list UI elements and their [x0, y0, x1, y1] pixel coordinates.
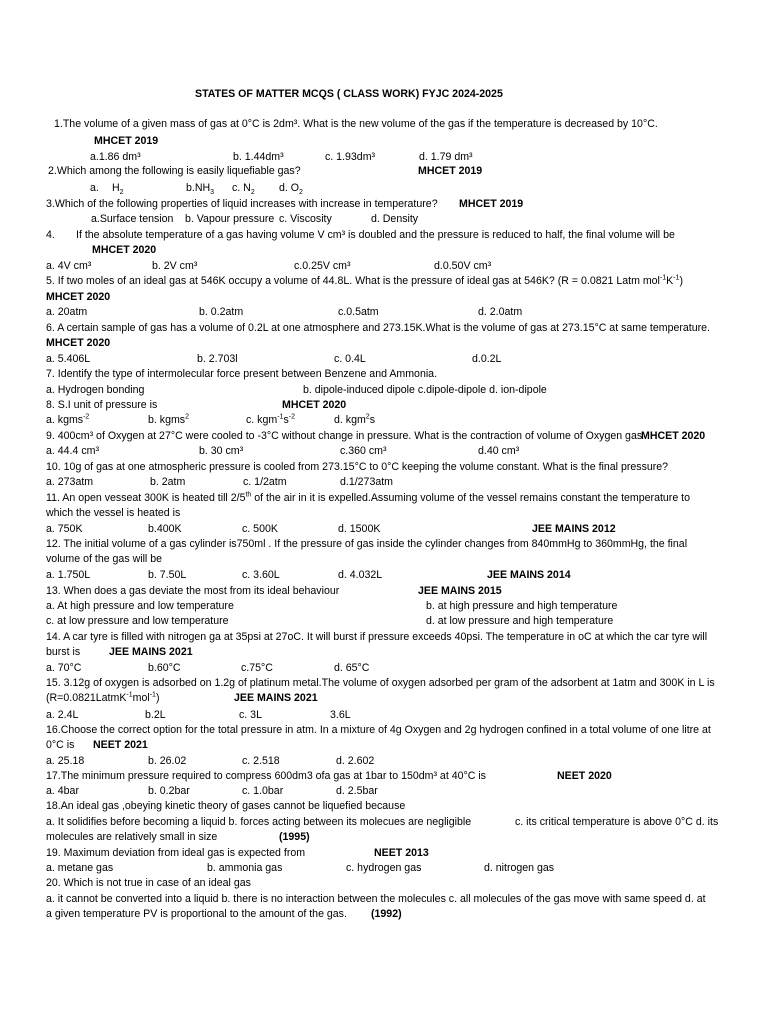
question-18-text: 18.An ideal gas ,obeying kinetic theory of gases cannot be liquefied because: [46, 800, 406, 812]
q19-option-d: d. nitrogen gas: [484, 862, 555, 874]
q1-option-c: c. 1.93dm³: [325, 151, 376, 163]
q15-option-d: 3.6L: [330, 709, 351, 721]
q1-option-b: b. 1.44dm³: [233, 151, 284, 163]
question-18-source-tag: (1995): [279, 831, 310, 843]
q1-option-d: d. 1.79 dm³: [419, 151, 473, 163]
q17-option-a: a. 4bar: [46, 785, 79, 797]
question-4-number: 4.: [46, 229, 55, 241]
q17-option-c: c. 1.0bar: [242, 785, 284, 797]
q16-option-d: d. 2.602: [336, 755, 375, 767]
question-6-text: 6. A certain sample of gas has a volume of 0.2L at one atmosphere and 273.15K.What is the volume of gas at 273.15°C at same temperature.: [46, 322, 710, 334]
q4-option-b: b. 2V cm³: [152, 260, 198, 272]
question-19-text: 19. Maximum deviation from ideal gas is expected from: [46, 847, 306, 859]
q8-option-b: b. kgms$^2$: [148, 413, 189, 426]
question-13-text: 13. When does a gas deviate the most from its ideal behaviour: [46, 585, 340, 597]
q1-option-a: a.1.86 dm³: [90, 151, 141, 163]
q9-option-b: b. 30 cm³: [199, 445, 244, 457]
q14-option-c: c.75°C: [241, 662, 273, 674]
q12-option-c: c. 3.60L: [242, 569, 280, 581]
question-4-text: If the absolute temperature of a gas having volume V cm³ is doubled and the pressure is reduced to half, the final volume will be: [76, 229, 675, 241]
q16-option-a: a. 25.18: [46, 755, 85, 767]
question-20-source-tag: (1992): [371, 908, 402, 920]
question-14-source-tag: JEE MAINS 2021: [109, 646, 193, 658]
question-16-source-tag: NEET 2021: [93, 739, 148, 751]
q18-options-line-2: molecules are relatively small in size: [46, 831, 218, 843]
question-11-text-line-1: 11. An open vesseat 300K is heated till 2/5th of the air in it is expelled.Assuming volume of the vessel remains constant the temperature to: [46, 491, 690, 504]
q16-option-c: c. 2.518: [242, 755, 280, 767]
q19-option-c: c. hydrogen gas: [346, 862, 422, 874]
question-8-source-tag: MHCET 2020: [282, 399, 347, 411]
question-15-text-line-1: 15. 3.12g of oxygen is adsorbed on 1.2g of platinum metal.The volume of oxygen adsorbed per gram of the adsorbent at 1atm and 300K in L is: [46, 677, 715, 689]
q7-option-a: a. Hydrogen bonding: [46, 384, 145, 396]
q8-option-c: c. $kgm^{-1}s^{-2}$: [246, 413, 295, 426]
q5-option-b: b. 0.2atm: [199, 306, 244, 318]
q3-option-c: c. Viscosity: [279, 213, 332, 225]
q3-option-d: d. Density: [371, 213, 419, 225]
q10-option-a: a. 273atm: [46, 476, 94, 488]
q11-option-c: c. 500K: [242, 523, 278, 535]
q5-option-a: a. 20atm: [46, 306, 88, 318]
question-12-source-tag: JEE MAINS 2014: [487, 569, 571, 581]
question-4-source-tag: MHCET 2020: [92, 244, 157, 256]
q11-option-d: d. 1500K: [338, 523, 381, 535]
q12-option-b: b. 7.50L: [148, 569, 187, 581]
q15-option-c: c. 3L: [239, 709, 262, 721]
q3-option-b: b. Vapour pressure: [185, 213, 275, 225]
q4-option-a: a. 4V cm³: [46, 260, 92, 272]
q9-option-d: d.40 cm³: [478, 445, 520, 457]
question-14-text-line-2: burst is: [46, 646, 81, 658]
question-1-text: 1.The volume of a given mass of gas at 0°C is 2dm³. What is the new volume of the gas if the temperature is decreased by 10°C.: [54, 118, 658, 130]
q17-option-b: b. 0.2bar: [148, 785, 190, 797]
question-3-source-tag: MHCET 2019: [459, 198, 524, 210]
question-17-text: 17.The minimum pressure required to compress 600dm3 ofa gas at 1bar to 150dm³ at 40°C is: [46, 770, 486, 782]
q13-option-d: d. at low pressure and high temperature: [426, 615, 614, 627]
q20-options-line-2: a given temperature PV is proportional to the amount of the gas.: [46, 908, 347, 920]
question-2-source-tag: MHCET 2019: [418, 165, 483, 177]
q12-option-d: d. 4.032L: [338, 569, 383, 581]
q13-option-a: a. At high pressure and low temperature: [46, 600, 234, 612]
q15-option-b: b.2L: [145, 709, 166, 721]
q14-option-a: a. 70°C: [46, 662, 82, 674]
question-11-text-line-2: which the vessel is heated is: [46, 507, 181, 519]
q6-option-d: d.0.2L: [472, 353, 502, 365]
q9-option-a: a. 44.4 cm³: [46, 445, 99, 457]
q11-option-b: b.400K: [148, 523, 182, 535]
q8-option-d: d. kgm$^2$s: [334, 413, 375, 426]
question-6-source-tag: MHCET 2020: [46, 337, 111, 349]
question-16-text-line-2: 0°C is: [46, 739, 75, 751]
question-9-text: 9. 400cm³ of Oxygen at 27°C were cooled to -3°C without change in pressure. What is the contraction of volume of Oxygen gas: [46, 430, 643, 442]
question-10-text: 10. 10g of gas at one atmospheric pressure is cooled from 273.15°C to 0°C keeping the volume constant. What is the final pressure?: [46, 461, 669, 473]
question-5-text: 5. If two moles of an ideal gas at 546K occupy a volume of 44.8L. What is the pressure of ideal gas at 546K? (R = 0.0821 Latm $mol^{-1}K^{-1}$): [46, 274, 683, 287]
q6-option-a: a. 5.406L: [46, 353, 91, 365]
q9-option-c: c.360 cm³: [340, 445, 387, 457]
q5-option-d: d. 2.0atm: [478, 306, 523, 318]
q13-option-c: c. at low pressure and low temperature: [46, 615, 229, 627]
q2-option-b: $b.NH_3$: [186, 182, 215, 197]
q14-option-d: d. 65°C: [334, 662, 370, 674]
question-12-text-line-1: 12. The initial volume of a gas cylinder is750ml . If the pressure of gas inside the cylinder changes from 840mmHg to 360mmHg, the final: [46, 538, 688, 550]
q14-option-b: b.60°C: [148, 662, 181, 674]
page-title: STATES OF MATTER MCQS ( CLASS WORK) FYJC 2024-2025: [195, 88, 503, 100]
q6-option-b: b. 2.703l: [197, 353, 238, 365]
q15-option-a: a. 2.4L: [46, 709, 79, 721]
q5-option-c: c.0.5atm: [338, 306, 379, 318]
q10-option-d: d.1/273atm: [340, 476, 394, 488]
question-5-source-tag: MHCET 2020: [46, 291, 111, 303]
question-13-source-tag: JEE MAINS 2015: [418, 585, 502, 597]
q4-option-d: d.0.50V cm³: [434, 260, 492, 272]
q6-option-c: c. 0.4L: [334, 353, 366, 365]
q2-option-a: $H_2$: [112, 182, 124, 197]
q8-option-a: a. kgms$^{-2}$: [46, 413, 90, 426]
q19-option-b: b. ammonia gas: [207, 862, 283, 874]
q10-option-c: c. 1/2atm: [243, 476, 287, 488]
q13-option-b: b. at high pressure and high temperature: [426, 600, 618, 612]
q3-option-a: a.Surface tension: [91, 213, 174, 225]
q2-option-c: c. $N_2$: [232, 182, 255, 197]
question-12-text-line-2: volume of the gas will be: [46, 553, 163, 565]
question-7-text: 7. Identify the type of intermolecular force present between Benzene and Ammonia.: [46, 368, 438, 380]
question-9-source-tag: MHCET 2020: [641, 430, 706, 442]
question-17-source-tag: NEET 2020: [557, 770, 612, 782]
q11-option-a: a. 750K: [46, 523, 83, 535]
question-15-source-tag: JEE MAINS 2021: [234, 692, 318, 704]
question-2-text: 2.Which among the following is easily liquefiable gas?: [48, 165, 301, 177]
question-1-source-tag: MHCET 2019: [94, 135, 159, 147]
question-20-text: 20. Which is not true in case of an ideal gas: [46, 877, 251, 889]
q2-option-d: d. $O_2$: [279, 182, 303, 197]
q2-option-a-label: a.: [90, 182, 99, 194]
q16-option-b: b. 26.02: [148, 755, 187, 767]
q18-options-line-1: a. It solidifies before becoming a liquid b. forces acting between its molecues are negligible: [46, 816, 472, 828]
question-11-source-tag: JEE MAINS 2012: [532, 523, 616, 535]
q4-option-c: c.0.25V cm³: [294, 260, 351, 272]
question-16-text-line-1: 16.Choose the correct option for the total pressure in atm. In a mixture of 4g Oxygen and 2g hydrogen confined in a total volume of one litre at: [46, 724, 711, 736]
q10-option-b: b. 2atm: [150, 476, 186, 488]
question-19-source-tag: NEET 2013: [374, 847, 429, 859]
q18-options-line-1-continued: c. its critical temperature is above 0°C d. its: [515, 816, 719, 828]
q12-option-a: a. 1.750L: [46, 569, 91, 581]
question-3-text: 3.Which of the following properties of liquid increases with increase in temperature?: [46, 198, 438, 210]
question-14-text-line-1: 14. A car tyre is filled with nitrogen ga at 35psi at 27oC. It will burst if pressure exceeds 40psi. The temperature in oC at which the car tyre will: [46, 631, 708, 643]
q7-options-bcd: b. dipole-induced dipole c.dipole-dipole d. ion-dipole: [303, 384, 547, 396]
q17-option-d: d. 2.5bar: [336, 785, 378, 797]
q19-option-a: a. metane gas: [46, 862, 114, 874]
q20-options-line-1: a. it cannot be converted into a liquid b. there is no interaction between the molecules c. all molecules of the gas move with same speed d. at: [46, 893, 706, 905]
question-15-text-line-2: (R=0.0821LatmK$^{-1}$mol$^{-1}$): [46, 691, 160, 704]
question-8-text: 8. S.I unit of pressure is: [46, 399, 158, 411]
